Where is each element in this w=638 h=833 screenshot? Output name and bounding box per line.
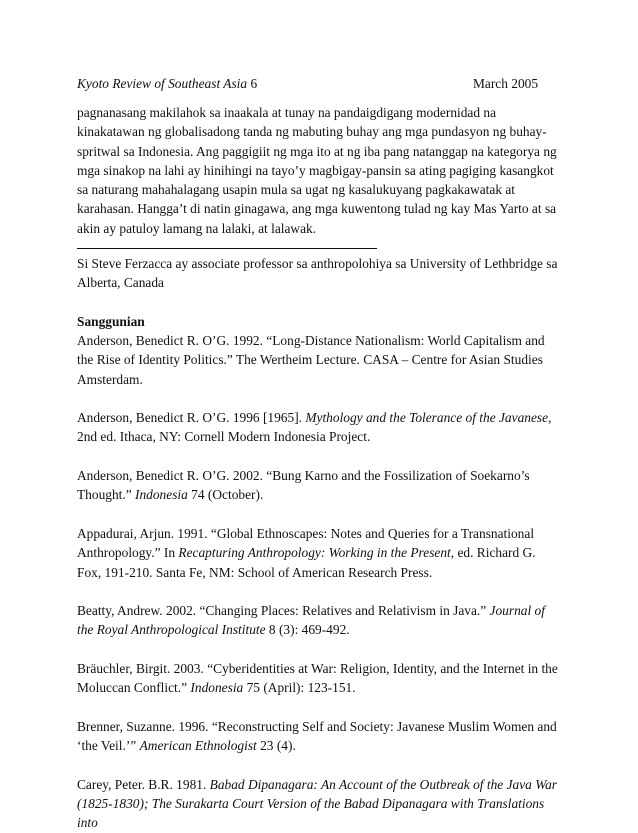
reference-italic: Babad Dipanagara: An Account of the Outbreak of the Java War (1825-1830); The Surakarta Court Version of the Babad Dipanagara with Translations into (77, 776, 558, 831)
reference-text-tail: , 2nd ed. Ithaca, NY: Cornell Modern Indonesia Project. (77, 410, 552, 445)
reference-text: Beatty, Andrew. 2002. “Changing Places: Relatives and Relativism in Java.” (77, 603, 490, 619)
reference-entry (77, 659, 561, 698)
reference-text: Anderson, Benedict R. O’G. 1996 [1965]. (77, 410, 306, 426)
reference-text: Anderson, Benedict R. O’G. 1992. “Long-Distance Nationalism: World Capitalism and the Rise of Identity Politics.” The Wertheim Lecture. CASA – Centre for Asian Studies Amsterdam. (77, 332, 545, 387)
reference-italic: Recapturing Anthropology: Working in the Present (178, 545, 451, 561)
journal-title: Kyoto Review of Southeast Asia (77, 76, 248, 91)
reference-entry (77, 524, 561, 582)
reference-text-tail: , ed. Richard G. Fox, 191-210. Santa Fe, NM: School of American Research Press. (77, 545, 536, 580)
reference-text-tail: 74 (October). (187, 487, 264, 503)
author-note: Si Steve Ferzacca ay associate professor sa anthropolohiya sa University of Lethbridge sa Alberta, Canada (77, 256, 558, 291)
reference-entry (77, 408, 561, 447)
reference-text: Bräuchler, Birgit. 2003. “Cyberidentities at War: Religion, Identity, and the Internet in the Moluccan Conflict.” (77, 661, 558, 696)
reference-text: Carey, Peter. B.R. 1981. (77, 776, 210, 792)
reference-text: Brenner, Suzanne. 1996. “Reconstructing Self and Society: Javanese Muslim Women and ‘the Veil.’” (77, 718, 557, 754)
reference-text-tail: 23 (4). (256, 738, 296, 754)
reference-italic: Journal of the Royal Anthropological Institute (77, 603, 545, 638)
references-heading: Sanggunian (77, 313, 145, 329)
reference-entry (77, 717, 561, 756)
reference-italic: Indonesia (190, 680, 244, 696)
reference-entry (77, 601, 561, 640)
issue-date: March 2005 (473, 76, 539, 91)
body-paragraph: pagnanasang makilahok sa inaakala at tunay na pandaigdigang modernidad na kinakatawan ng globalisadong tanda ng mabuting buhay ang mga pundasyon ng buhay-spritwal sa Indonesia. Ang paggigiit ng mga ito at ng iba pang natanggap na kategorya ng mga sinakop na lahi ay hinihingi na tayo’y magbigay-pansin sa ating pagiging kasangkot sa naturang mahahalagang usapin mula sa ugat ng kasalukuyang pagkakawatak at karahasan. Hangga’t di natin ginagawa, ang mga kuwentong tulad ng kay Mas Yarto at sa akin ay patuloy lamang na lalaki, at lalawak. (77, 105, 557, 236)
reference-text-tail: 8 (3): 469-492. (265, 622, 350, 638)
reference-text-tail: 75 (April): 123-151. (243, 680, 356, 696)
page-header (77, 74, 561, 93)
reference-list (77, 331, 561, 833)
running-head (77, 74, 257, 93)
reference-entry (77, 331, 561, 389)
reference-italic: Mythology and the Tolerance of the Javanese (305, 410, 549, 426)
footnote-divider (77, 248, 377, 249)
page-number: 6 (250, 76, 258, 91)
document-page (77, 74, 561, 833)
reference-entry (77, 466, 561, 505)
reference-italic: American Ethnologist (139, 738, 257, 754)
reference-entry (77, 775, 561, 833)
reference-text: Anderson, Benedict R. O’G. 2002. “Bung Karno and the Fossilization of Soekarno’s Thought.” (77, 468, 530, 503)
reference-text: Appadurai, Arjun. 1991. “Global Ethnoscapes: Notes and Queries for a Transnational Anthropology.” In (77, 525, 535, 561)
reference-italic: Indonesia (135, 487, 188, 503)
